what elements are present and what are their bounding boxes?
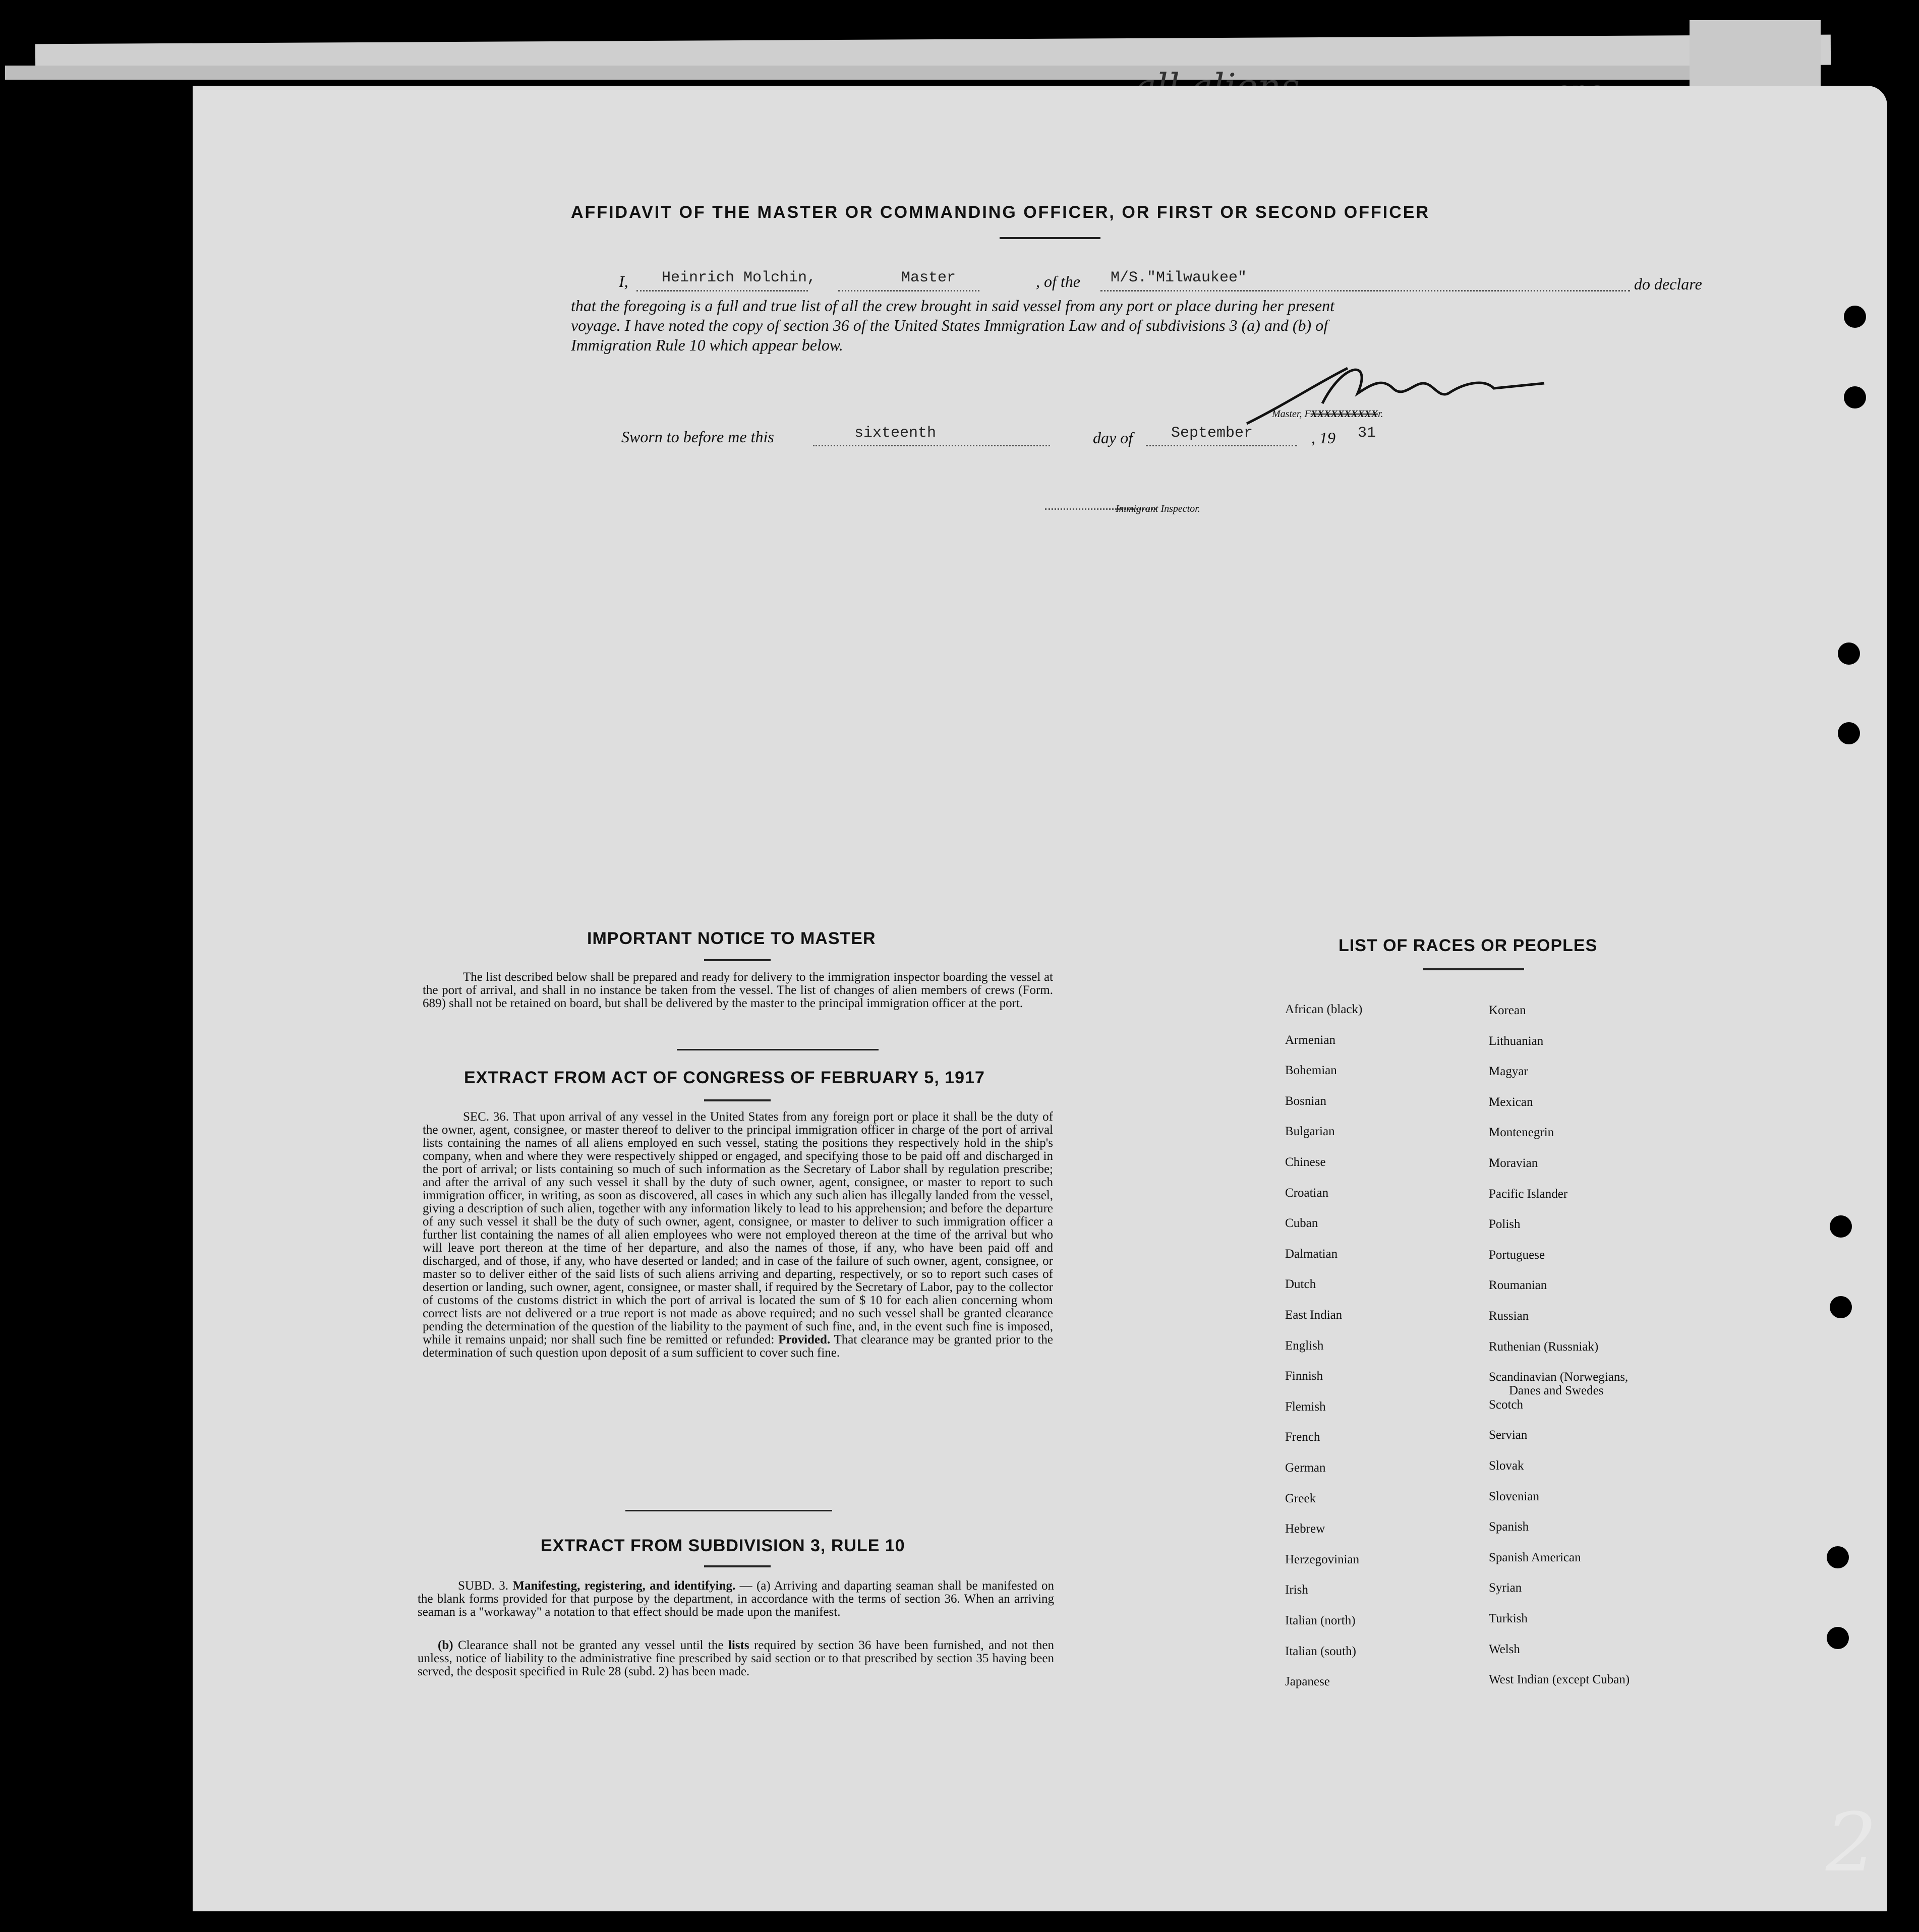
race-item: Italian (south) — [1285, 1644, 1356, 1658]
race-item: German — [1285, 1461, 1326, 1475]
race-item: Cuban — [1285, 1216, 1318, 1231]
race-item: Bosnian — [1285, 1094, 1326, 1108]
race-item: African (black) — [1285, 1003, 1363, 1016]
signature-caption-end: r. — [1378, 408, 1383, 420]
do-declare-label: do declare — [1634, 275, 1702, 293]
affidavit-title-rule — [1000, 237, 1100, 239]
race-item: Mexican — [1489, 1095, 1533, 1109]
race-item: Syrian — [1489, 1581, 1522, 1595]
month-value: September — [1171, 425, 1253, 442]
rule10-title: EXTRACT FROM SUBDIVISION 3, RULE 10 — [541, 1536, 905, 1555]
race-item: Armenian — [1285, 1033, 1335, 1047]
binder-hole — [1838, 642, 1860, 665]
race-item: Spanish — [1489, 1520, 1529, 1534]
binder-hole — [1827, 1546, 1849, 1568]
affidavit-line2: that the foregoing is a full and true list of all the crew brought in said vessel from any port or place during her present — [571, 297, 1334, 315]
race-item: Moravian — [1489, 1156, 1538, 1170]
race-item: Slovenian — [1489, 1489, 1539, 1503]
race-item: Bulgarian — [1285, 1125, 1335, 1139]
binder-hole — [1830, 1215, 1852, 1238]
vessel-name: M/S."Milwaukee" — [1111, 269, 1247, 286]
year-value: 31 — [1358, 425, 1376, 442]
affidavit-line4: Immigration Rule 10 which appear below. — [571, 336, 843, 354]
name-dots — [636, 290, 808, 291]
race-item: West Indian (except Cuban) — [1489, 1673, 1630, 1687]
struck-text: XXXXXXXXXX — [1310, 408, 1378, 420]
race-item: Herzegovinian — [1285, 1552, 1360, 1566]
act-title-rule — [704, 1099, 771, 1101]
binder-hole — [1838, 722, 1860, 744]
race-item: Hebrew — [1285, 1522, 1325, 1536]
year-prefix: , 19 — [1311, 429, 1335, 447]
para-b-lists: lists — [728, 1638, 749, 1652]
binder-hole — [1830, 1296, 1852, 1318]
race-item: Danes and Swedes — [1509, 1384, 1604, 1398]
day-of-label: day of — [1093, 429, 1133, 447]
race-item: Polish — [1489, 1217, 1521, 1232]
race-item: Japanese — [1285, 1675, 1330, 1689]
race-item: Magyar — [1489, 1065, 1528, 1079]
race-item: Scandinavian (Norwegians, — [1489, 1370, 1629, 1384]
race-item: Servian — [1489, 1428, 1528, 1442]
race-item: Turkish — [1489, 1611, 1528, 1625]
race-item: Dalmatian — [1285, 1247, 1338, 1261]
master-rank: Master — [901, 269, 956, 286]
notice-text: The list described below shall be prepared and ready for delivery to the immigration inspector boarding the vessel at the port of arrival, and shall in no instance be taken from the vessel. The list of changes of alien members of crews (Form. 689) shall not be retained on board, but shall be delivered by the master to the principal immigration officer at the port. — [423, 970, 1053, 1010]
race-item: Lithuanian — [1489, 1034, 1544, 1048]
race-item: Montenegrin — [1489, 1126, 1554, 1140]
rule10-para-a — [418, 1579, 1054, 1619]
race-item: Korean — [1489, 1004, 1526, 1017]
day-dots — [813, 445, 1050, 446]
notice-rule — [677, 1049, 879, 1050]
master-name: Heinrich Molchin, — [662, 269, 817, 286]
rule10-title-rule — [704, 1565, 771, 1567]
act-body-end: That clearance may be granted prior to the determination of such question upon deposit of a sum sufficient to cover such fine. — [423, 1333, 1053, 1360]
signature-caption — [1272, 408, 1383, 420]
act-title: EXTRACT FROM ACT OF CONGRESS OF FEBRUARY 5, 1917 — [464, 1068, 985, 1087]
race-item: Chinese — [1285, 1155, 1326, 1169]
race-item: English — [1285, 1338, 1324, 1353]
binder-hole — [1844, 386, 1866, 408]
notice-title: IMPORTANT NOTICE TO MASTER — [587, 929, 876, 948]
act-rule — [625, 1510, 832, 1511]
corner-mark: 2 — [1826, 1795, 1877, 1890]
signature-caption-start: Master, F — [1272, 408, 1311, 420]
race-item: Slovak — [1489, 1458, 1524, 1473]
races-title: LIST OF RACES OR PEOPLES — [1339, 936, 1598, 955]
race-item: Roumanian — [1489, 1278, 1547, 1293]
race-item: Greek — [1285, 1491, 1316, 1505]
affidavit-line3: voyage. I have noted the copy of section 36 of the United States Immigration Law and of subdivisions 3 (a) and (b) of — [571, 316, 1328, 334]
inspector-caption: Immigrant Inspector. — [1116, 503, 1200, 514]
subd-label: SUBD. 3. — [458, 1579, 509, 1593]
race-item: Finnish — [1285, 1369, 1323, 1383]
race-item: Irish — [1285, 1583, 1308, 1597]
race-item: Russian — [1489, 1309, 1529, 1323]
race-item: Bohemian — [1285, 1064, 1337, 1078]
vessel-dots — [1100, 290, 1630, 291]
sworn-label: Sworn to before me this — [621, 428, 774, 446]
race-item: East Indian — [1285, 1308, 1343, 1322]
race-item: Scotch — [1489, 1397, 1524, 1412]
race-item: Dutch — [1285, 1277, 1316, 1292]
race-item: Pacific Islander — [1489, 1187, 1568, 1201]
race-item: Italian (north) — [1285, 1614, 1356, 1627]
act-text — [423, 1110, 1053, 1360]
race-item: Ruthenian (Russniak) — [1489, 1339, 1599, 1354]
race-item: Croatian — [1285, 1186, 1329, 1200]
race-item: Spanish American — [1489, 1550, 1581, 1564]
race-item: Flemish — [1285, 1399, 1326, 1414]
races-title-rule — [1423, 968, 1524, 970]
of-the-label: , of the — [1036, 272, 1080, 290]
race-item: Portuguese — [1489, 1248, 1545, 1262]
form-page — [193, 86, 1887, 1911]
para-b-text-2: required by section 36 have been furnished, and not then unless, notice of liability to the administrative fine prescribed by said section or to that prescribed by section 35 having been served, the desposit specified in Rule 28 (subd. 2) has been made. — [418, 1638, 1055, 1678]
rank-dots — [838, 290, 979, 291]
act-provided: Provided. — [778, 1333, 831, 1346]
race-item: Welsh — [1489, 1642, 1520, 1656]
subd-heading: Manifesting, registering, and identifying. — [512, 1579, 736, 1593]
affidavit-title: AFFIDAVIT OF THE MASTER OR COMMANDING OFFICER, OR FIRST OR SECOND OFFICER — [571, 203, 1430, 222]
race-item: French — [1285, 1430, 1320, 1444]
subd-text-a: — (a) Arriving and daparting seaman shall be manifested on the blank forms provided for that purpose by the department, in accordance with the terms of section 36. When an arriving seaman is a "workaway" a notation to that effect should be made upon the manifest. — [418, 1579, 1055, 1619]
binder-hole — [1844, 306, 1866, 328]
notice-title-rule — [704, 959, 771, 961]
day-value: sixteenth — [854, 425, 937, 442]
rule10-para-b — [418, 1639, 1054, 1678]
i-label: I, — [619, 272, 628, 290]
month-dots — [1146, 445, 1297, 446]
para-b-text-1: Clearance shall not be granted any vessel until the — [457, 1638, 724, 1652]
act-body: SEC. 36. That upon arrival of any vessel in the United States from any foreign port or place it shall be the duty of the owner, agent, consignee, or master thereof to deliver to the principal immigration officer in charge of the port of arrival lists containing the names of all aliens employed en such vessel, stating the positions they respectively hold in the ship's company, when and where they were respectively shipped or engaged, and specifying those to be paid off and discharged in the port of arrival; or lists containing so much of such information as the Secretary of Labor shall by regulation prescribe; and after the arrival of any such vessel it shall by the duty of such owner, agent, consignee, or master to report to such immigration officer, in writing, as soon as discovered, all cases in which any such alien has illegally landed from the vessel, giving a description of such alien, together with any information likely to lead to his apprehension; and before the departure of any such vessel it shall be the duty of such owner, agent, consignee, or master to deliver to such immigration officer a further list containing the names of all alien employees who were not employed thereon at the time of the arrival but who will leave port thereon at the time of her departure, and also the names of those, if any, who have been paid off and discharged, and of those, if any, who have deserted or landed; and in case of the failure of such owner, agent, consignee, or master so to deliver either of the said lists of such aliens arriving and departing, respectively, or so to report such cases of desertion or landing, such owner, agent, consignee, or master shall, if required by the Secretary of Labor, pay to the collector of customs of the customs district in which the port of arrival is located the sum of $ 10 for each alien concerning whom correct lists are not delivered or a true report is not made as above required; and no such vessel shall be granted clearance pending the determination of the question of the liability to the payment of such fine, and, in the event such fine is imposed, while it remains unpaid; nor shall such fine be remitted or refunded: — [423, 1110, 1053, 1346]
para-b-label: (b) — [438, 1638, 453, 1652]
binder-hole — [1827, 1627, 1849, 1649]
